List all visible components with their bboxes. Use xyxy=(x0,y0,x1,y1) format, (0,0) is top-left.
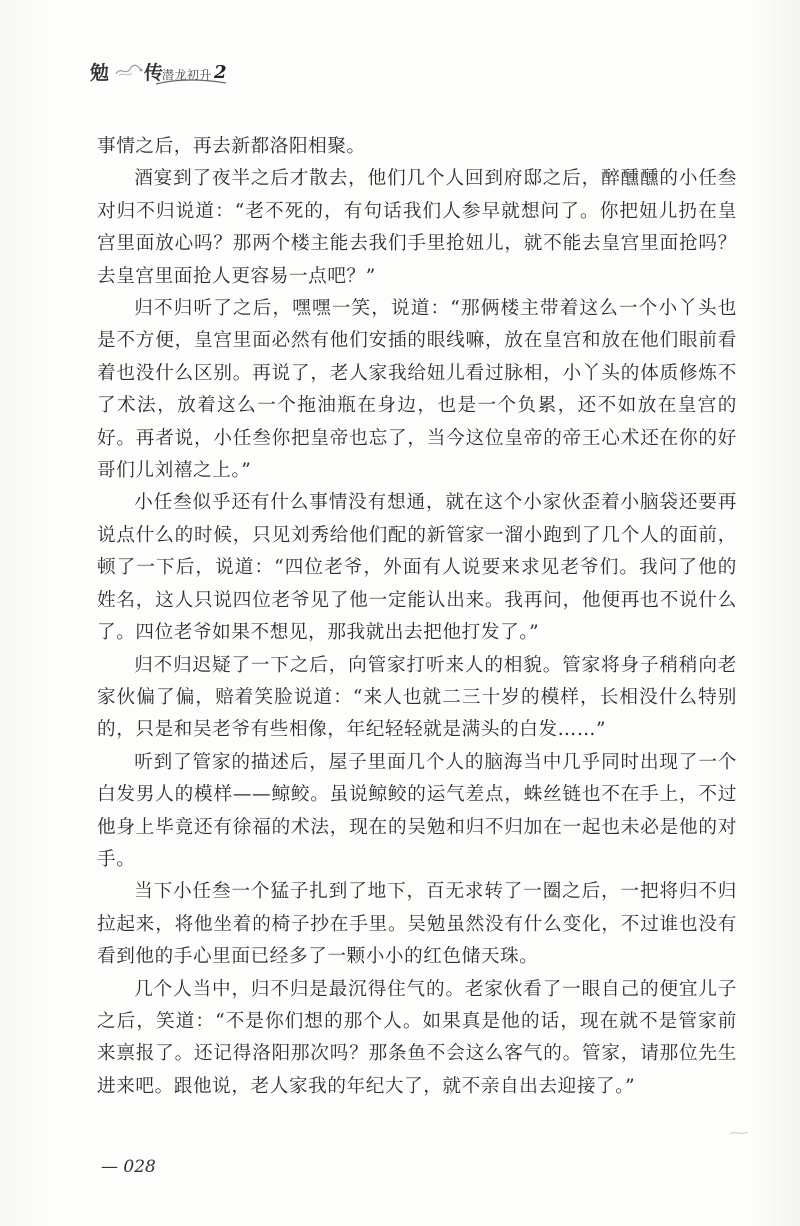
dragon-ornament-icon xyxy=(114,62,144,80)
paragraph: 几个人当中，归不归是最沉得住气的。老家伙看了一眼自己的便宜儿子之后，笑道：“不是你们想的那个人。如果真是他的话，现在就不是管家前来禀报了。还记得洛阳那次吗？那条鱼不会这么客气的。管家，请那位先生进来吧。跟他说，老人家我的年纪大了，就不亲自出去迎接了。” xyxy=(97,978,737,1097)
running-head-title-second-char: 传 xyxy=(144,62,165,84)
paragraph: 听到了管家的描述后，屋子里面几个人的脑海当中几乎同时出现了一个白发男人的模样——鲸鲛。虽说鲸鲛的运气差点，蛛丝链也不在手上，不过他身上毕竟还有徐福的术法，现在的吴勉和归不归加在一起也未必是他的对手。 xyxy=(97,751,737,870)
running-head-title-first-char: 勉 xyxy=(90,62,111,84)
page-number: — 028 xyxy=(101,1157,156,1177)
running-head-volume-number: 2 xyxy=(214,62,227,83)
paragraph: 小任叁似乎还有什么事情没有想通，就在这个小家伙歪着小脑袋还要再说点什么的时候，只见刘秀给他们配的新管家一溜小跑到了几个人的面前，顿了一下后，说道：“四位老爷，外面有人说要来求见老爷们。我问了他的姓名，这人只说四位老爷见了他一定能认出来。我再问，他便再也不说什么了。四位老爷如果不想见，那我就出去把他打发了。” xyxy=(97,492,737,644)
paragraph: 当下小任叁一个猛子扎到了地下，百无求转了一圈之后，一把将归不归拉起来，将他坐着的椅子抄在手里。吴勉虽然没有什么变化，不过谁也没有看到他的手心里面已经多了一颗小小的红色储天珠。 xyxy=(97,881,737,968)
paragraph: 事情之后，再去新都洛阳相聚。 xyxy=(97,136,366,157)
paragraph: 归不归听了之后，嘿嘿一笑，说道：“那俩楼主带着这么一个小丫头也是不方便，皇宫里面必然有他们安插的眼线嘛，放在皇宫和放在他们眼前看着也没什么区别。再说了，老人家我给妞儿看过脉相，小丫头的体质修炼不了术法，放着这么一个拖油瓶在身边，也是一个负累，还不如放在皇宫的好。再者说，小任叁你把皇帝也忘了，当今这位皇帝的帝王心术还在你的好哥们儿刘禧之上。” xyxy=(97,298,737,482)
running-head-underline xyxy=(156,78,226,86)
body-text xyxy=(97,131,737,1103)
running-head-subtitle: 潜龙初升 xyxy=(162,68,213,82)
paragraph: 归不归迟疑了一下之后，向管家打听来人的相貌。管家将身子稍稍向老家伙偏了偏，赔着笑脸说道：“来人也就二三十岁的模样，长相没什么特别的，只是和吴老爷有些相像，年纪轻轻就是满头的白发……” xyxy=(97,654,737,741)
scan-smudge-decoration xyxy=(728,1128,750,1138)
running-head xyxy=(86,50,386,90)
paragraph: 酒宴到了夜半之后才散去，他们几个人回到府邸之后，醉醺醺的小任叁对归不归说道：“老不死的，有句话我们人参早就想问了。你把妞儿扔在皇宫里面放心吗？那两个楼主能去我们手里抢妞儿，就不能去皇宫里面抢吗？去皇宫里面抢人更容易一点吧？” xyxy=(97,168,737,287)
